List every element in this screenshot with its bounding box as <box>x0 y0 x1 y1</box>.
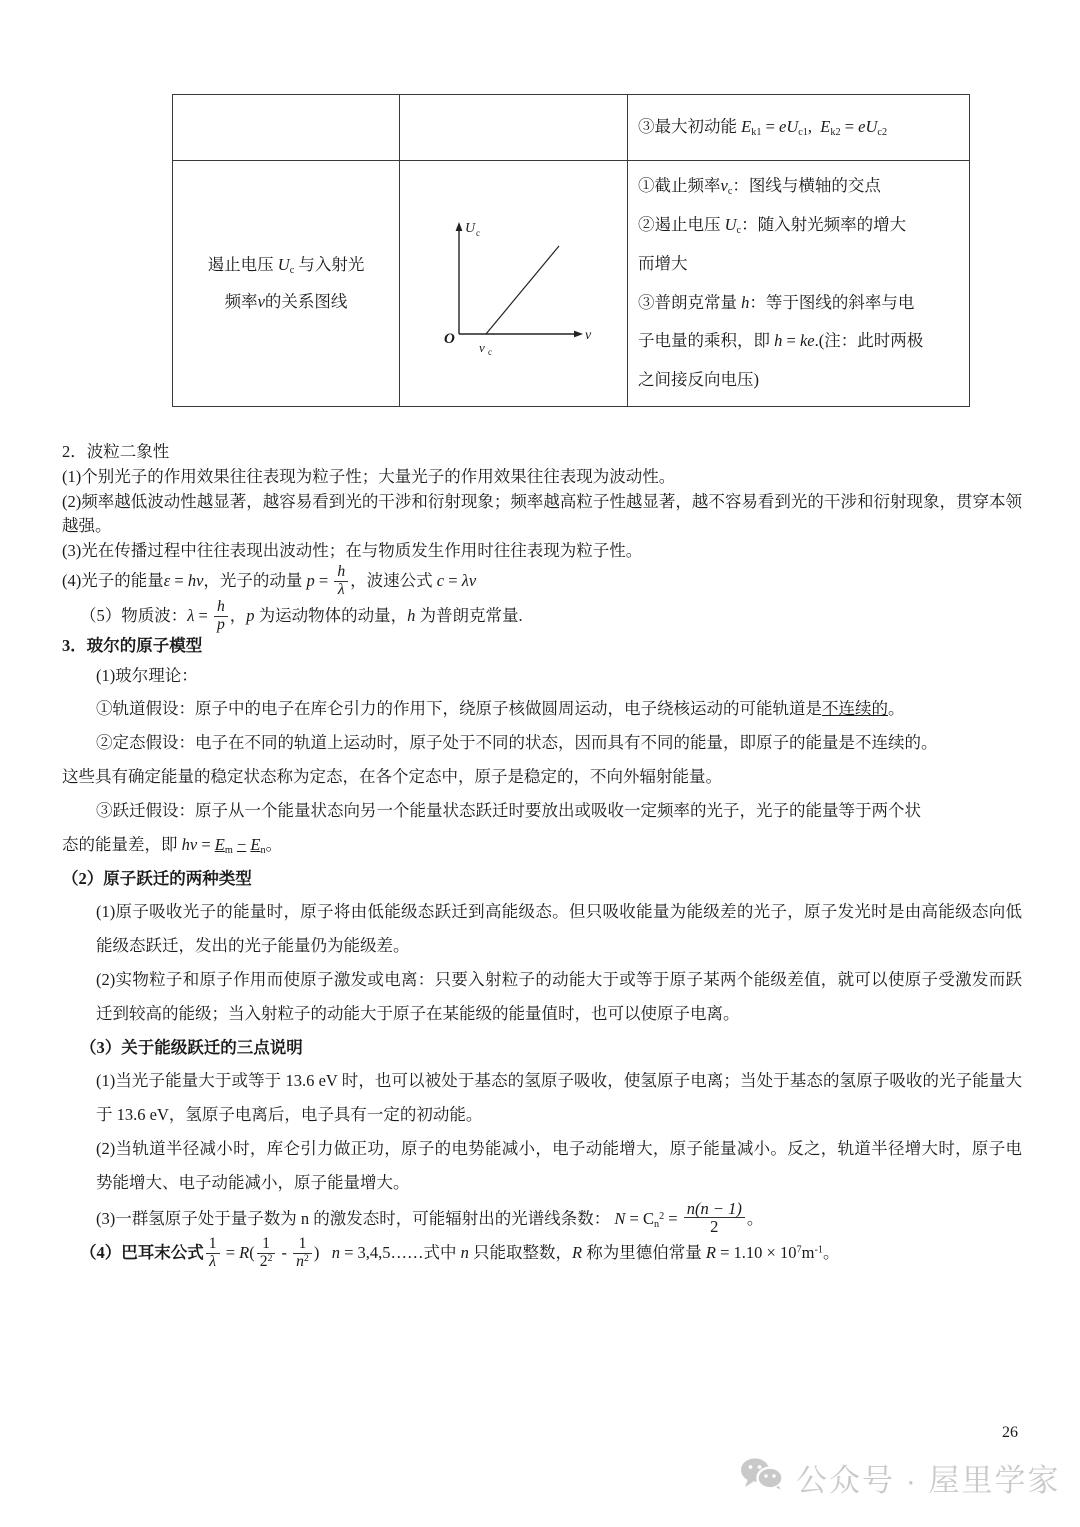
section-2-point-4: (4)光子的能量ε = hv，光子的动量 p = $\frac{h}{\lambda}$ ，波速公式 c = λv <box>62 562 477 598</box>
section-3-point-1: (1)玻尔理论： <box>96 665 198 685</box>
section-3-3-point-4: （4）巴耳末公式 $\frac{1}{\lambda}$ = R( $\frac{1}{2^2}$ - $\frac{1}{n^2}$ ) n = 3,4,5……式中 n 只能取整数，R 称为里德伯常量 $R = 1.10 \times 10^7m^{-1}$。 <box>80 1235 840 1271</box>
table-row <box>173 95 970 161</box>
section-3-transition-postulate-cont: 态的能量差，即 hv = $E_m - E_n$。 <box>62 834 283 856</box>
planck-constant-item-cont2: 之间接反向电压) <box>638 370 759 390</box>
table-cell-row1-col3 <box>628 95 970 161</box>
table-row <box>173 161 970 407</box>
table-cell-row2-col3 <box>628 161 970 407</box>
section-3-2-point-1: (1)原子吸收光子的能量时，原子将由低能级态跃迁到高能级态。但只吸收能量为能级差的光子，原子发光时是由高能级态向低能级态跃迁，发出的光子能量仍为能级差。 <box>96 902 1022 956</box>
stopping-voltage-label-line2: 频率ν的关系图线 <box>224 291 348 311</box>
balmer-formula-label: （4）巴耳末公式 <box>80 1243 204 1263</box>
section-2-point-3: (3)光在传播过程中往往表现出波动性；在与物质发生作用时往往表现为粒子性。 <box>62 541 643 560</box>
planck-constant-item: ③普朗克常量 h：等于图线的斜率与电 <box>638 292 915 312</box>
section-3-orbit-postulate: ①轨道假设：原子中的电子在库仑引力的作用下，绕原子核做圆周运动，电子绕核运动的可能轨道是不连续的。 <box>96 699 905 719</box>
svg-text:v: v <box>478 340 485 355</box>
section-2-point-2: (2)频率越低波动性越显著，越容易看到光的干涉和衍射现象；频率越高粒子性越显著，越不容易看到光的干涉和衍射现象，贯穿本领越强。 <box>62 491 1022 536</box>
stopping-voltage-item: ②遏止电压 $U_c$：随入射光频率的增大 <box>638 214 907 236</box>
uc-vs-frequency-graph <box>419 206 609 361</box>
section-3-2-heading: （2）原子跃迁的两种类型 <box>62 868 252 888</box>
section-2-point-1: (1)个别光子的作用效果往往表现为粒子性；大量光子的作用效果往往表现为波动性。 <box>62 466 676 486</box>
table-cell-row2-col2-graph <box>400 161 628 407</box>
svg-text:O: O <box>443 331 455 347</box>
section-3-3-point-2: (2)当轨道半径减小时，库仑引力做正功，原子的电势能减小，电子动能增大，原子能量减小。反之，轨道半径增大时，原子电势能增大、电子动能减小，原子能量增大。 <box>96 1139 1022 1192</box>
photoelectric-summary-table <box>172 94 970 407</box>
section-3-3-point-1: (1)当光子能量大于或等于 13.6 eV 时，也可以被处于基态的氢原子吸收，使氢原子电离；当处于基态的氢原子吸收的光子能量大于 13.6 eV，氢原子电离后，电子具有一定的初动能。 <box>96 1071 1022 1125</box>
stopping-voltage-label-line1: 遏止电压 $U_c$ 与入射光 <box>207 255 365 277</box>
svg-text:U: U <box>464 221 475 236</box>
table-cell-row2-col1 <box>173 161 400 407</box>
watermark-text: 公众号 · 屋里学家 <box>796 1463 1061 1498</box>
svg-text:v: v <box>584 328 591 343</box>
cutoff-frequency-item: ①截止频率$\nu_c$：图线与横轴的交点 <box>638 176 881 198</box>
orbit-postulate-underlined: 不连续的 <box>822 699 888 719</box>
section-3-heading: 3．玻尔的原子模型 <box>62 635 203 655</box>
section-3-3-heading: （3）关于能级跃迁的三点说明 <box>80 1037 303 1057</box>
table-cell-row1-col2 <box>400 95 628 161</box>
max-initial-kinetic-energy-item: ③最大初动能 $E_{k1} = eU_{c1}$, $E_{k2} = eU_{c2}$ <box>638 117 888 138</box>
section-3-transition-postulate: ③跃迁假设：原子从一个能量状态向另一个能量状态跃迁时要放出或吸收一定频率的光子，光子的能量等于两个状 <box>96 800 921 820</box>
watermark <box>740 1455 1061 1500</box>
section-3-3-point-3-text: (3)一群氢原子处于量子数为 n 的激发态时，可能辐射出的光谱线条数： <box>96 1208 611 1228</box>
section-2-point-5: （5）物质波：λ = $\frac{h}{p}$ ，p 为运动物体的动量，h 为普朗克常量. <box>80 598 523 633</box>
document-body <box>62 440 1022 1271</box>
wechat-icon <box>740 1457 784 1499</box>
page-number: 26 <box>1002 1424 1018 1441</box>
svg-text:c: c <box>487 347 492 357</box>
planck-constant-item-cont1: 子电量的乘积，即 h = ke.(注：此时两极 <box>638 331 924 351</box>
section-2-point-4-text: (4)光子的能量 <box>62 570 164 590</box>
section-2-point-5-text: （5）物质波： <box>80 605 188 625</box>
section-2-heading: 2．波粒二象性 <box>62 442 170 461</box>
table-cell-row1-col1 <box>173 95 400 161</box>
stopping-voltage-item-cont: 而增大 <box>638 253 688 273</box>
section-3-2-point-2: (2)实物粒子和原子作用而使原子激发或电离：只要入射粒子的动能大于或等于原子某两个能级差值，就可以使原子受激发而跃迁到较高的能级；当入射粒子的动能大于原子在某能级的能量值时，也可以使原子电离。 <box>96 969 1022 1023</box>
section-3-3-point-3: (3)一群氢原子处于量子数为 n 的激发态时，可能辐射出的光谱线条数： $N = C_n^2$ = $\frac{n(n - 1)}{2}$ 。 <box>96 1198 764 1237</box>
graph-svg <box>419 206 609 361</box>
section-3-stationary-postulate-cont: 这些具有确定能量的稳定状态称为定态，在各个定态中，原子是稳定的，不向外辐射能量。 <box>62 767 722 787</box>
svg-text:c: c <box>475 228 480 238</box>
section-3-stationary-postulate: ②定态假设：电子在不同的轨道上运动时，原子处于不同的状态，因而具有不同的能量，即原子的能量是不连续的。 <box>96 733 938 753</box>
